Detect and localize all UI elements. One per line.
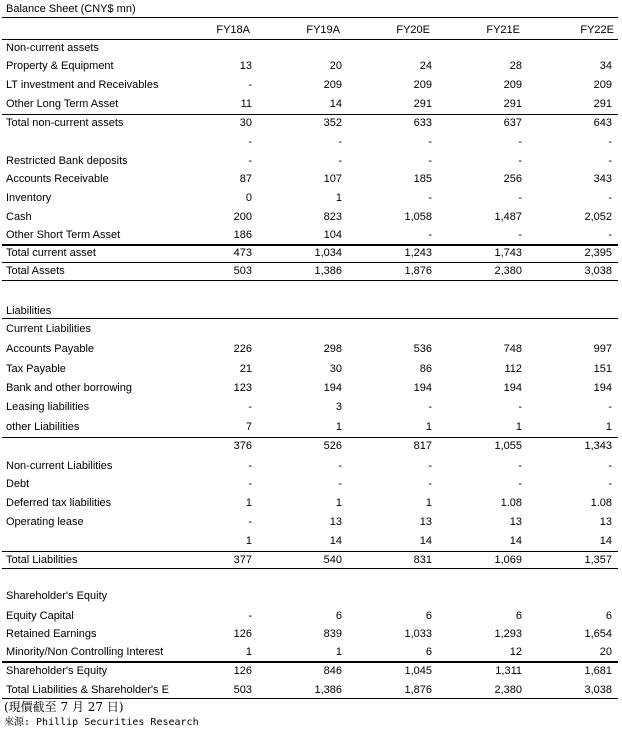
row-label: Bank and other borrowing bbox=[6, 382, 132, 394]
row-value: 1,243 bbox=[404, 247, 432, 259]
row-value: - bbox=[248, 610, 252, 622]
table-divider bbox=[2, 661, 618, 663]
row-value: 11 bbox=[240, 98, 252, 110]
row-value: 14 bbox=[329, 98, 342, 110]
row-value: - bbox=[248, 136, 252, 148]
row-value: 1 bbox=[515, 421, 522, 433]
table-row bbox=[0, 476, 622, 492]
row-value: 1,058 bbox=[404, 211, 432, 223]
row-value: - bbox=[608, 478, 612, 490]
row-value: 6 bbox=[425, 610, 432, 622]
row-value: - bbox=[608, 136, 612, 148]
row-value: 200 bbox=[233, 211, 252, 223]
row-label: other Liabilities bbox=[6, 421, 80, 433]
row-value: - bbox=[518, 229, 522, 241]
row-value: 1,386 bbox=[314, 265, 342, 277]
row-value: 107 bbox=[323, 173, 342, 185]
table-row bbox=[0, 533, 622, 549]
row-value: 291 bbox=[593, 98, 612, 110]
row-value: 14 bbox=[419, 535, 432, 547]
row-value: - bbox=[518, 478, 522, 490]
row-value: 3,038 bbox=[584, 265, 612, 277]
row-value: 298 bbox=[323, 343, 342, 355]
column-header-row bbox=[0, 22, 622, 38]
row-value: 1,654 bbox=[584, 628, 612, 640]
row-value: 2,395 bbox=[584, 247, 612, 259]
row-value: 6 bbox=[605, 610, 612, 622]
row-label: Liabilities bbox=[6, 305, 52, 317]
row-value: 86 bbox=[419, 363, 432, 375]
row-value: 13 bbox=[599, 516, 612, 528]
row-value: 28 bbox=[509, 60, 522, 72]
table-divider bbox=[2, 114, 618, 115]
row-label: Shareholder's Equity bbox=[6, 665, 108, 677]
row-value: 104 bbox=[323, 229, 342, 241]
source-note: 來源: Phillip Securities Research bbox=[4, 717, 199, 728]
table-row bbox=[0, 514, 622, 530]
row-value: 123 bbox=[233, 382, 252, 394]
row-value: 503 bbox=[233, 265, 252, 277]
row-value: 1,681 bbox=[584, 665, 612, 677]
table-row bbox=[0, 399, 622, 415]
row-value: 1 bbox=[605, 421, 612, 433]
table-row bbox=[0, 190, 622, 206]
row-label: Current Liabilities bbox=[6, 323, 91, 335]
row-value: 185 bbox=[413, 173, 432, 185]
row-value: 1 bbox=[425, 497, 432, 509]
row-value: - bbox=[518, 192, 522, 204]
row-value: 194 bbox=[413, 382, 432, 394]
row-value: 1,487 bbox=[494, 211, 522, 223]
row-value: 6 bbox=[515, 610, 522, 622]
row-value: 2,380 bbox=[494, 265, 522, 277]
row-value: 1,034 bbox=[314, 247, 342, 259]
row-value: 1 bbox=[335, 646, 342, 658]
row-label: Non-current Liabilities bbox=[6, 460, 113, 472]
row-value: 0 bbox=[245, 192, 252, 204]
row-value: 473 bbox=[233, 247, 252, 259]
row-value: 194 bbox=[593, 382, 612, 394]
row-value: - bbox=[428, 192, 432, 204]
row-value: 186 bbox=[233, 229, 252, 241]
row-label: Minority/Non Controlling Interest bbox=[6, 646, 164, 658]
row-value: 226 bbox=[233, 343, 252, 355]
row-value: 1,069 bbox=[494, 554, 522, 566]
row-value: 540 bbox=[323, 554, 342, 566]
row-label: Accounts Receivable bbox=[6, 173, 109, 185]
row-value: 3 bbox=[335, 401, 342, 413]
row-value: - bbox=[608, 155, 612, 167]
row-value: 1 bbox=[335, 192, 342, 204]
table-row bbox=[0, 380, 622, 396]
table-row bbox=[0, 682, 622, 698]
table-row bbox=[0, 608, 622, 624]
column-header-fy20e: FY20E bbox=[396, 24, 430, 36]
row-value: 3,038 bbox=[584, 684, 612, 696]
row-value: 209 bbox=[413, 79, 432, 91]
row-value: 112 bbox=[504, 363, 522, 375]
row-value: 194 bbox=[503, 382, 522, 394]
row-value: 14 bbox=[329, 535, 342, 547]
table-title: Balance Sheet (CNY$ mn) bbox=[6, 3, 136, 15]
row-value: 817 bbox=[413, 440, 432, 452]
table-row bbox=[0, 588, 622, 604]
row-value: 151 bbox=[593, 363, 612, 375]
column-header-fy19a: FY19A bbox=[306, 24, 340, 36]
row-value: 1 bbox=[425, 421, 432, 433]
table-row bbox=[0, 263, 622, 279]
row-value: 633 bbox=[413, 117, 432, 129]
row-value: 1.08 bbox=[500, 497, 522, 509]
row-value: 2,052 bbox=[584, 211, 612, 223]
row-value: 256 bbox=[503, 173, 522, 185]
row-value: 20 bbox=[599, 646, 612, 658]
row-value: 291 bbox=[503, 98, 522, 110]
table-row bbox=[0, 419, 622, 435]
row-value: 831 bbox=[413, 554, 432, 566]
row-value: 1 bbox=[245, 535, 252, 547]
table-row bbox=[0, 663, 622, 679]
row-value: 1 bbox=[335, 421, 342, 433]
table-divider bbox=[2, 318, 618, 319]
row-value: 6 bbox=[425, 646, 432, 658]
row-value: 6 bbox=[335, 610, 342, 622]
row-value: 194 bbox=[323, 382, 342, 394]
table-row bbox=[0, 303, 622, 319]
table-divider bbox=[2, 568, 618, 569]
table-row bbox=[0, 171, 622, 187]
row-value: 30 bbox=[239, 117, 252, 129]
row-value: 1 bbox=[245, 646, 252, 658]
row-value: 209 bbox=[503, 79, 522, 91]
row-value: 1,045 bbox=[404, 665, 432, 677]
row-value: 14 bbox=[509, 535, 522, 547]
row-value: 13 bbox=[509, 516, 522, 528]
row-value: 209 bbox=[323, 79, 342, 91]
row-value: 846 bbox=[323, 665, 342, 677]
row-label: Equity Capital bbox=[6, 610, 74, 622]
table-divider bbox=[2, 244, 618, 246]
row-value: - bbox=[248, 478, 252, 490]
table-row bbox=[0, 96, 622, 112]
table-row bbox=[0, 361, 622, 377]
row-label: Cash bbox=[6, 211, 32, 223]
row-value: 34 bbox=[599, 60, 612, 72]
row-value: 1,311 bbox=[495, 665, 522, 677]
row-value: 1 bbox=[335, 497, 342, 509]
row-label: Leasing liabilities bbox=[6, 401, 90, 413]
table-row bbox=[0, 495, 622, 511]
row-value: 20 bbox=[329, 60, 342, 72]
title-divider bbox=[2, 17, 618, 18]
row-value: 126 bbox=[233, 628, 252, 640]
row-value: - bbox=[428, 136, 432, 148]
row-value: - bbox=[338, 155, 342, 167]
row-label: Shareholder's Equity bbox=[6, 590, 108, 602]
row-value: 1,293 bbox=[494, 628, 522, 640]
row-value: - bbox=[608, 460, 612, 472]
row-value: - bbox=[608, 192, 612, 204]
row-label: Total non-current assets bbox=[6, 117, 124, 129]
table-divider bbox=[2, 280, 618, 281]
row-value: 291 bbox=[413, 98, 432, 110]
table-row bbox=[0, 552, 622, 568]
row-label: Retained Earnings bbox=[6, 628, 97, 640]
row-value: - bbox=[248, 460, 252, 472]
row-label: Property & Equipment bbox=[6, 60, 114, 72]
row-value: - bbox=[248, 155, 252, 167]
row-value: - bbox=[428, 478, 432, 490]
row-value: 7 bbox=[245, 421, 252, 433]
row-value: 1,357 bbox=[584, 554, 612, 566]
table-row bbox=[0, 153, 622, 169]
table-row bbox=[0, 245, 622, 261]
row-label: Other Short Term Asset bbox=[6, 229, 121, 241]
row-value: 643 bbox=[593, 117, 612, 129]
row-value: - bbox=[518, 136, 522, 148]
row-value: 1,055 bbox=[494, 440, 522, 452]
table-row bbox=[0, 644, 622, 660]
row-label: Restricted Bank deposits bbox=[6, 155, 128, 167]
row-value: 126 bbox=[233, 665, 252, 677]
row-value: 823 bbox=[323, 211, 342, 223]
row-value: 13 bbox=[419, 516, 432, 528]
row-label: Accounts Payable bbox=[6, 343, 95, 355]
row-value: 13 bbox=[239, 60, 252, 72]
table-divider bbox=[2, 262, 618, 263]
row-value: - bbox=[338, 460, 342, 472]
row-value: 536 bbox=[413, 343, 432, 355]
table-row bbox=[0, 58, 622, 74]
row-value: 13 bbox=[329, 516, 342, 528]
row-label: Debt bbox=[6, 478, 30, 490]
table-row bbox=[0, 77, 622, 93]
row-value: 87 bbox=[239, 173, 252, 185]
row-label: Inventory bbox=[6, 192, 52, 204]
row-value: - bbox=[518, 155, 522, 167]
table-row bbox=[0, 209, 622, 225]
row-value: 1,386 bbox=[314, 684, 342, 696]
row-value: - bbox=[608, 229, 612, 241]
table-row bbox=[0, 40, 622, 56]
row-value: 637 bbox=[503, 117, 522, 129]
row-value: - bbox=[248, 516, 252, 528]
row-label: Tax Payable bbox=[6, 363, 66, 375]
column-header-fy21e: FY21E bbox=[486, 24, 520, 36]
table-row bbox=[0, 321, 622, 337]
row-value: - bbox=[518, 460, 522, 472]
row-value: 343 bbox=[593, 173, 612, 185]
row-value: 1,876 bbox=[404, 684, 432, 696]
row-label: Non-current assets bbox=[6, 42, 99, 54]
row-value: 14 bbox=[599, 535, 612, 547]
row-label: Operating lease bbox=[6, 516, 84, 528]
price-date-note: (現價截至 7 月 27 日) bbox=[4, 700, 124, 714]
row-value: - bbox=[428, 401, 432, 413]
row-label: Other Long Term Asset bbox=[6, 98, 119, 110]
row-label: Total Liabilities bbox=[6, 554, 78, 566]
row-value: 24 bbox=[419, 60, 432, 72]
row-value: 748 bbox=[503, 343, 522, 355]
row-value: 1,033 bbox=[404, 628, 432, 640]
row-label: Total current asset bbox=[6, 247, 96, 259]
table-row bbox=[0, 115, 622, 131]
row-value: - bbox=[608, 401, 612, 413]
table-row bbox=[0, 134, 622, 150]
row-value: 209 bbox=[593, 79, 612, 91]
table-row bbox=[0, 438, 622, 454]
row-value: - bbox=[518, 401, 522, 413]
row-value: 30 bbox=[329, 363, 342, 375]
table-divider bbox=[2, 437, 618, 438]
table-row bbox=[0, 227, 622, 243]
row-value: 1,876 bbox=[404, 265, 432, 277]
row-value: 377 bbox=[233, 554, 252, 566]
table-row bbox=[0, 458, 622, 474]
row-value: 503 bbox=[233, 684, 252, 696]
row-value: - bbox=[338, 478, 342, 490]
row-label: LT investment and Receivables bbox=[6, 79, 159, 91]
row-label: Total Assets bbox=[6, 265, 65, 277]
row-value: - bbox=[248, 401, 252, 413]
row-value: 352 bbox=[323, 117, 342, 129]
row-value: 21 bbox=[239, 363, 252, 375]
row-value: 376 bbox=[233, 440, 252, 452]
row-value: 1,743 bbox=[494, 247, 522, 259]
row-value: - bbox=[428, 460, 432, 472]
row-label: Total Liabilities & Shareholder's E bbox=[6, 684, 169, 696]
row-value: 1 bbox=[245, 497, 252, 509]
row-value: 526 bbox=[323, 440, 342, 452]
row-value: - bbox=[428, 155, 432, 167]
row-value: - bbox=[248, 79, 252, 91]
row-value: 1,343 bbox=[584, 440, 612, 452]
row-value: 2,380 bbox=[494, 684, 522, 696]
row-value: 997 bbox=[593, 343, 612, 355]
row-value: 839 bbox=[323, 628, 342, 640]
row-value: 1.08 bbox=[590, 497, 612, 509]
table-row bbox=[0, 341, 622, 357]
column-header-fy18a: FY18A bbox=[216, 24, 250, 36]
column-header-fy22e: FY22E bbox=[580, 24, 614, 36]
row-value: - bbox=[338, 136, 342, 148]
table-divider bbox=[2, 551, 618, 552]
row-value: 12 bbox=[509, 646, 522, 658]
row-value: - bbox=[428, 229, 432, 241]
table-row bbox=[0, 626, 622, 642]
row-label: Deferred tax liabilities bbox=[6, 497, 112, 509]
